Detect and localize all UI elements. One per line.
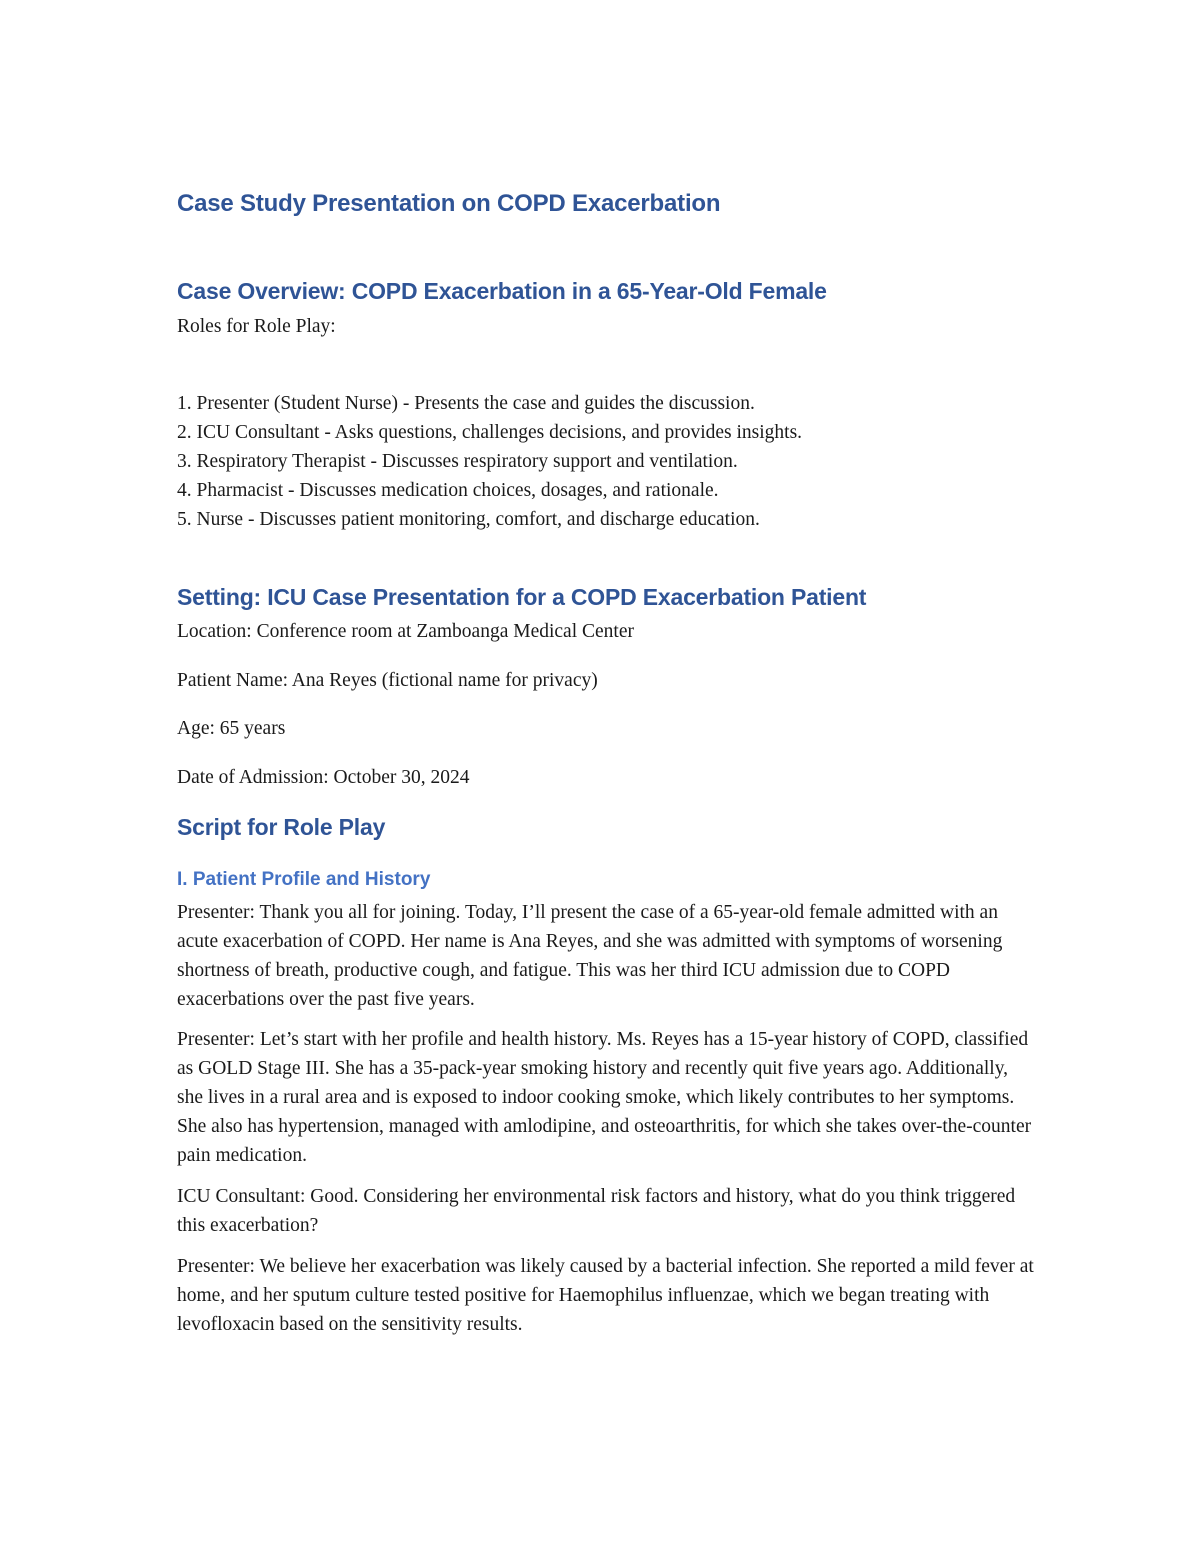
section-heading: I. Patient Profile and History (177, 869, 431, 890)
setting-location: Location: Conference room at Zamboanga Medical Center (177, 621, 634, 642)
script-heading: Script for Role Play (177, 814, 386, 840)
script-paragraph: Presenter: Thank you all for joining. Today, I’ll present the case of a 65-year-old female admitted with an acute exacerbation of COPD. Her name is Ana Reyes, and she was admitted with symptoms of worsening shortness of breath, productive cough, and fatigue. This was her third ICU admission due to COPD exacerbations over the past five years. (177, 902, 1003, 1010)
patient-name: Patient Name: Ana Reyes (fictional name for privacy) (177, 670, 598, 691)
list-item: 5. Nurse - Discusses patient monitoring, comfort, and discharge education. (177, 509, 760, 530)
script-paragraph: Presenter: We believe her exacerbation was likely caused by a bacterial infection. She reported a mild fever at home, and her sputum culture tested positive for Haemophilus influenzae, which we began treating with levofloxacin based on the sensitivity results. (177, 1256, 1034, 1335)
list-item: 2. ICU Consultant - Asks questions, challenges decisions, and provides insights. (177, 422, 803, 443)
setting-heading: Setting: ICU Case Presentation for a COPD Exacerbation Patient (177, 584, 867, 610)
roles-list (177, 389, 1037, 534)
document-title: Case Study Presentation on COPD Exacerbation (177, 190, 721, 217)
list-item: 1. Presenter (Student Nurse) - Presents the case and guides the discussion. (177, 393, 755, 414)
admission-date: Date of Admission: October 30, 2024 (177, 767, 470, 788)
patient-age: Age: 65 years (177, 718, 286, 739)
script-paragraph: Presenter: Let’s start with her profile and health history. Ms. Reyes has a 15-year history of COPD, classified as GOLD Stage III. She has a 35-pack-year smoking history and recently quit five years ago. Additionally, she lives in a rural area and is exposed to indoor cooking smoke, which likely contributes to her symptoms. She also has hypertension, managed with amlodipine, and osteoarthritis, for which she takes over-the-counter pain medication. (177, 1029, 1032, 1166)
list-item: 3. Respiratory Therapist - Discusses respiratory support and ventilation. (177, 451, 738, 472)
script-paragraph: ICU Consultant: Good. Considering her environmental risk factors and history, what do you think triggered this exacerbation? (177, 1186, 1016, 1236)
roles-intro: Roles for Role Play: (177, 316, 336, 337)
case-overview-heading: Case Overview: COPD Exacerbation in a 65-Year-Old Female (177, 278, 827, 304)
list-item: 4. Pharmacist - Discusses medication choices, dosages, and rationale. (177, 480, 719, 501)
